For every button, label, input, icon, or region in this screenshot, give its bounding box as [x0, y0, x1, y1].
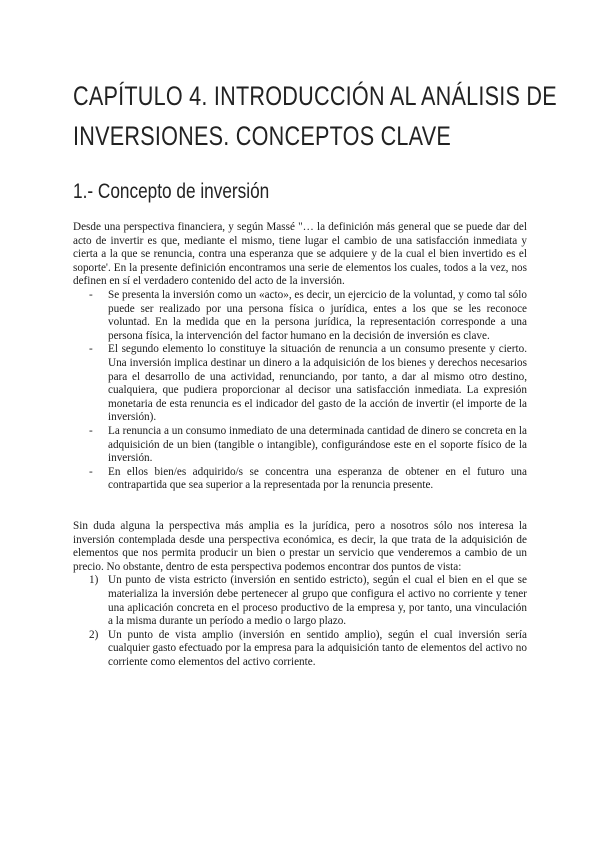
bullet-dash: - — [89, 465, 93, 478]
section-title: 1.- Concepto de inversión — [73, 180, 270, 203]
chapter-title — [73, 76, 557, 156]
list-item: - En ellos bien/es adquirido/s se concentra una esperanza de obtener en el futuro una contrapartida que sea superior a la representada por la renuncia presente. — [89, 465, 527, 492]
list-item: - Se presenta la inversión como un «acto», es decir, un ejercicio de la voluntad, y como tal sólo puede ser realizado por una persona física o jurídica, entes a los que se les reconoce voluntad. En la medida que en la persona jurídica, la representación corresponde a una persona física, la intervención del factor humano en la decisión de inversión es clave. — [89, 288, 527, 342]
bullet-list — [73, 289, 527, 493]
list-item: - La renuncia a un consumo inmediato de una determinada cantidad de dinero se concreta en la adquisición de un bien (tangible o intangible), configurándose este en el soporte físico de la inversión. — [89, 424, 527, 465]
list-item: - El segundo elemento lo constituye la situación de renuncia a un consumo presente y cierto. Una inversión implica destinar un dinero a la adquisición de los bienes y derechos necesarios para el desarrollo de una actividad, renunciando, por tanto, a dar al mismo otro destino, cualquiera, que pudiera proporcionar al decisor una satisfacción inmediata. La expresión monetaria de esta renuncia es el indicador del gasto de la acción de invertir (el importe de la inversión). — [89, 343, 527, 424]
bullet-dash: - — [89, 343, 93, 356]
bullet-dash: - — [89, 424, 93, 437]
list-number: 2) — [89, 628, 99, 641]
document-body — [73, 221, 527, 670]
chapter-title-line: INVERSIONES. CONCEPTOS CLAVE — [73, 121, 452, 151]
list-item: 1) Un punto de vista estricto (inversión en sentido estricto), según el cual el bien en el que se materializa la inversión debe pertenecer al grupo que configura el activo no corriente y tener una aplicación concreta en el proceso productivo de la empresa y, por tanto, una vinculación a la misma durante un período a medio o largo plazo. — [89, 574, 527, 628]
chapter-title-line: CAPÍTULO 4. INTRODUCCIÓN AL ANÁLISIS DE — [73, 81, 557, 111]
list-item: 2) Un punto de vista amplio (inversión en sentido amplio), según el cual inversión sería cualquier gasto efectuado por la empresa para la adquisición tanto de elementos del activo no corriente como elementos del activo corriente. — [89, 628, 527, 668]
list-number: 1) — [89, 574, 99, 587]
bullet-dash: - — [89, 288, 93, 301]
numbered-list — [73, 574, 527, 669]
paragraph-2: Sin duda alguna la perspectiva más amplia es la jurídica, pero a nosotros sólo nos interesa la inversión contemplada desde una perspectiva económica, es decir, la que trata de la adquisición de elementos que nos permita producir un bien o prestar un servicio que venderemos a cambio de un precio. No obstante, dentro de esta perspectiva podemos encontrar dos puntos de vista: — [73, 520, 527, 573]
intro-paragraph: Desde una perspectiva financiera, y según Massé "… la definición más general que se puede dar del acto de invertir es que, mediante el mismo, tiene lugar el cambio de una satisfacción inmediata y cierta a la que se renuncia, contra una esperanza que se adquiere y de la cual el bien invertido es el soporte'. En la presente definición encontramos una serie de elementos los cuales, todos a la vez, nos definen en sí el verdadero contenido del acto de la inversión. — [73, 221, 527, 288]
